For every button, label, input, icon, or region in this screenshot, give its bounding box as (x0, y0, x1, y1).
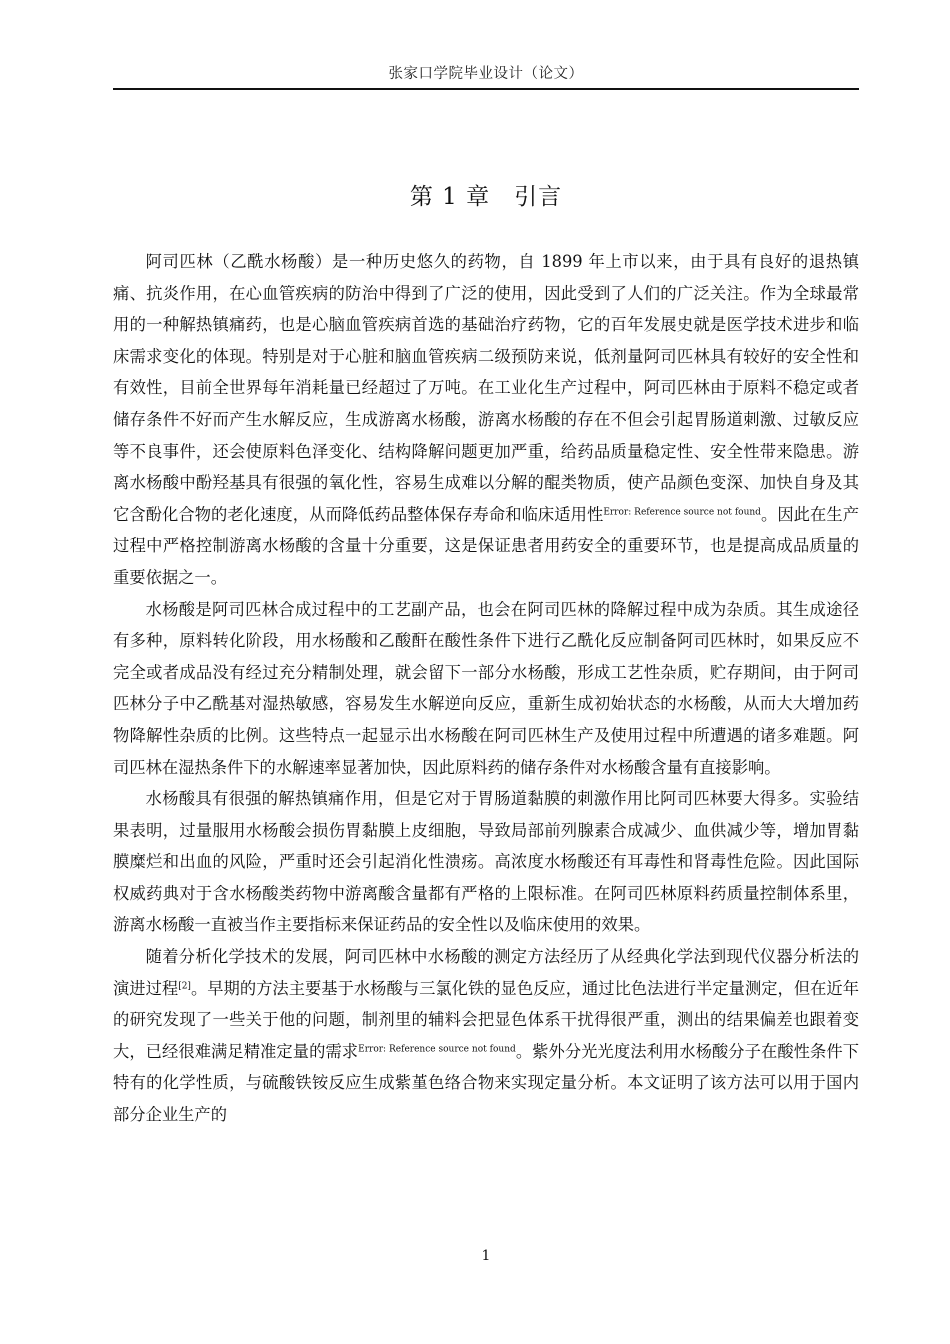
paragraph-4-text-b: 。早期的方法主要基于水杨酸与三氯化铁的显色反应，通过比色法进行半定量测定，但在近年的研究发现了一些关于他的问题，制剂里的辅料会把显色体系干扰得很严重，测出的结果偏差也跟着变大，已经很难满足精准定量的需求 (113, 978, 859, 1061)
reference-error: Error: Reference source not found (603, 507, 761, 518)
citation-2: [2] (178, 981, 191, 992)
paragraph-4-text-c: 。紫外分光光度法利用水杨酸分子在酸性条件下特有的化学性质，与硫酸铁铵反应生成紫堇色络合物来实现定量分析。本文证明了该方法可以用于国内部分企业生产的 (113, 1041, 859, 1125)
body-text (113, 246, 859, 1131)
paragraph-1 (113, 246, 859, 594)
paragraph-4-text-a: 随着分析化学技术的发展，阿司匹林中水杨酸的测定方法经历了从经典化学法到现代仪器分析法的演进过程 (113, 947, 859, 998)
page-number: 1 (481, 1248, 491, 1264)
paragraph-3: 水杨酸具有很强的解热镇痛作用，但是它对于胃肠道黏膜的刺激作用比阿司匹林要大得多。实验结果表明，过量服用水杨酸会损伤胃黏膜上皮细胞，导致局部前列腺素合成减少、血供减少等，增加胃黏膜糜烂和出血的风险，严重时还会引起消化性溃疡。高浓度水杨酸还有耳毒性和肾毒性危险。因此国际权威药典对于含水杨酸类药物中游离酸含量都有严格的上限标准。在阿司匹林原料药质量控制体系里，游离水杨酸一直被当作主要指标来保证药品的安全性以及临床使用的效果。 (113, 789, 859, 935)
paragraph-2: 水杨酸是阿司匹林合成过程中的工艺副产品，也会在阿司匹林的降解过程中成为杂质。其生成途径有多种，原料转化阶段，用水杨酸和乙酸酐在酸性条件下进行乙酰化反应制备阿司匹林时，如果反应不完全或者成品没有经过充分精制处理，就会留下一部分水杨酸，形成工艺性杂质，贮存期间，由于阿司匹林分子中乙酰基对湿热敏感，容易发生水解逆向反应，重新生成初始状态的水杨酸，从而大大增加药物降解性杂质的比例。这些特点一起显示出水杨酸在阿司匹林生产及使用过程中所遭遇的诸多难题。阿司匹林在湿热条件下的水解速率显著加快，因此原料药的储存条件对水杨酸含量有直接影响。 (113, 599, 859, 777)
paragraph-4 (113, 941, 859, 1131)
paragraph-1-text: 阿司匹林（乙酰水杨酸）是一种历史悠久的药物，自 1899 年上市以来，由于具有良好的退热镇痛、抗炎作用，在心血管疾病的防治中得到了广泛的使用，因此受到了人们的广泛关注。作为全球最常用的一种解热镇痛药，也是心脑血管疾病首选的基础治疗药物，它的百年发展史就是医学技术进步和临床需求变化的体现。特别是对于心脏和脑血管疾病二级预防来说，低剂量阿司匹林具有较好的安全性和有效性，目前全世界每年消耗量已经超过了万吨。在工业化生产过程中，阿司匹林由于原料不稳定或者储存条件不好而产生水解反应，生成游离水杨酸，游离水杨酸的存在不但会引起胃肠道刺激、过敏反应等不良事件，还会使原料色泽变化、结构降解问题更加严重，给药品质量稳定性、安全性带来隐患。游离水杨酸中酚羟基具有很强的氧化性，容易生成难以分解的醌类物质，使产品颜色变深、加快自身及其它含酚化合物的老化速度，从而降低药品整体保存寿命和临床适用性 (113, 252, 859, 524)
paragraph-1-tail: 。因此在生产过程中严格控制游离水杨酸的含量十分重要，这是保证患者用药安全的重要环节，也是提高成品质量的重要依据之一。 (113, 504, 859, 587)
chapter-title: 第 1 章 引言 (409, 184, 563, 210)
running-header: 张家口学院毕业设计（论文） (388, 66, 584, 82)
header-rule (113, 88, 859, 90)
reference-error: Error: Reference source not found (358, 1044, 516, 1055)
